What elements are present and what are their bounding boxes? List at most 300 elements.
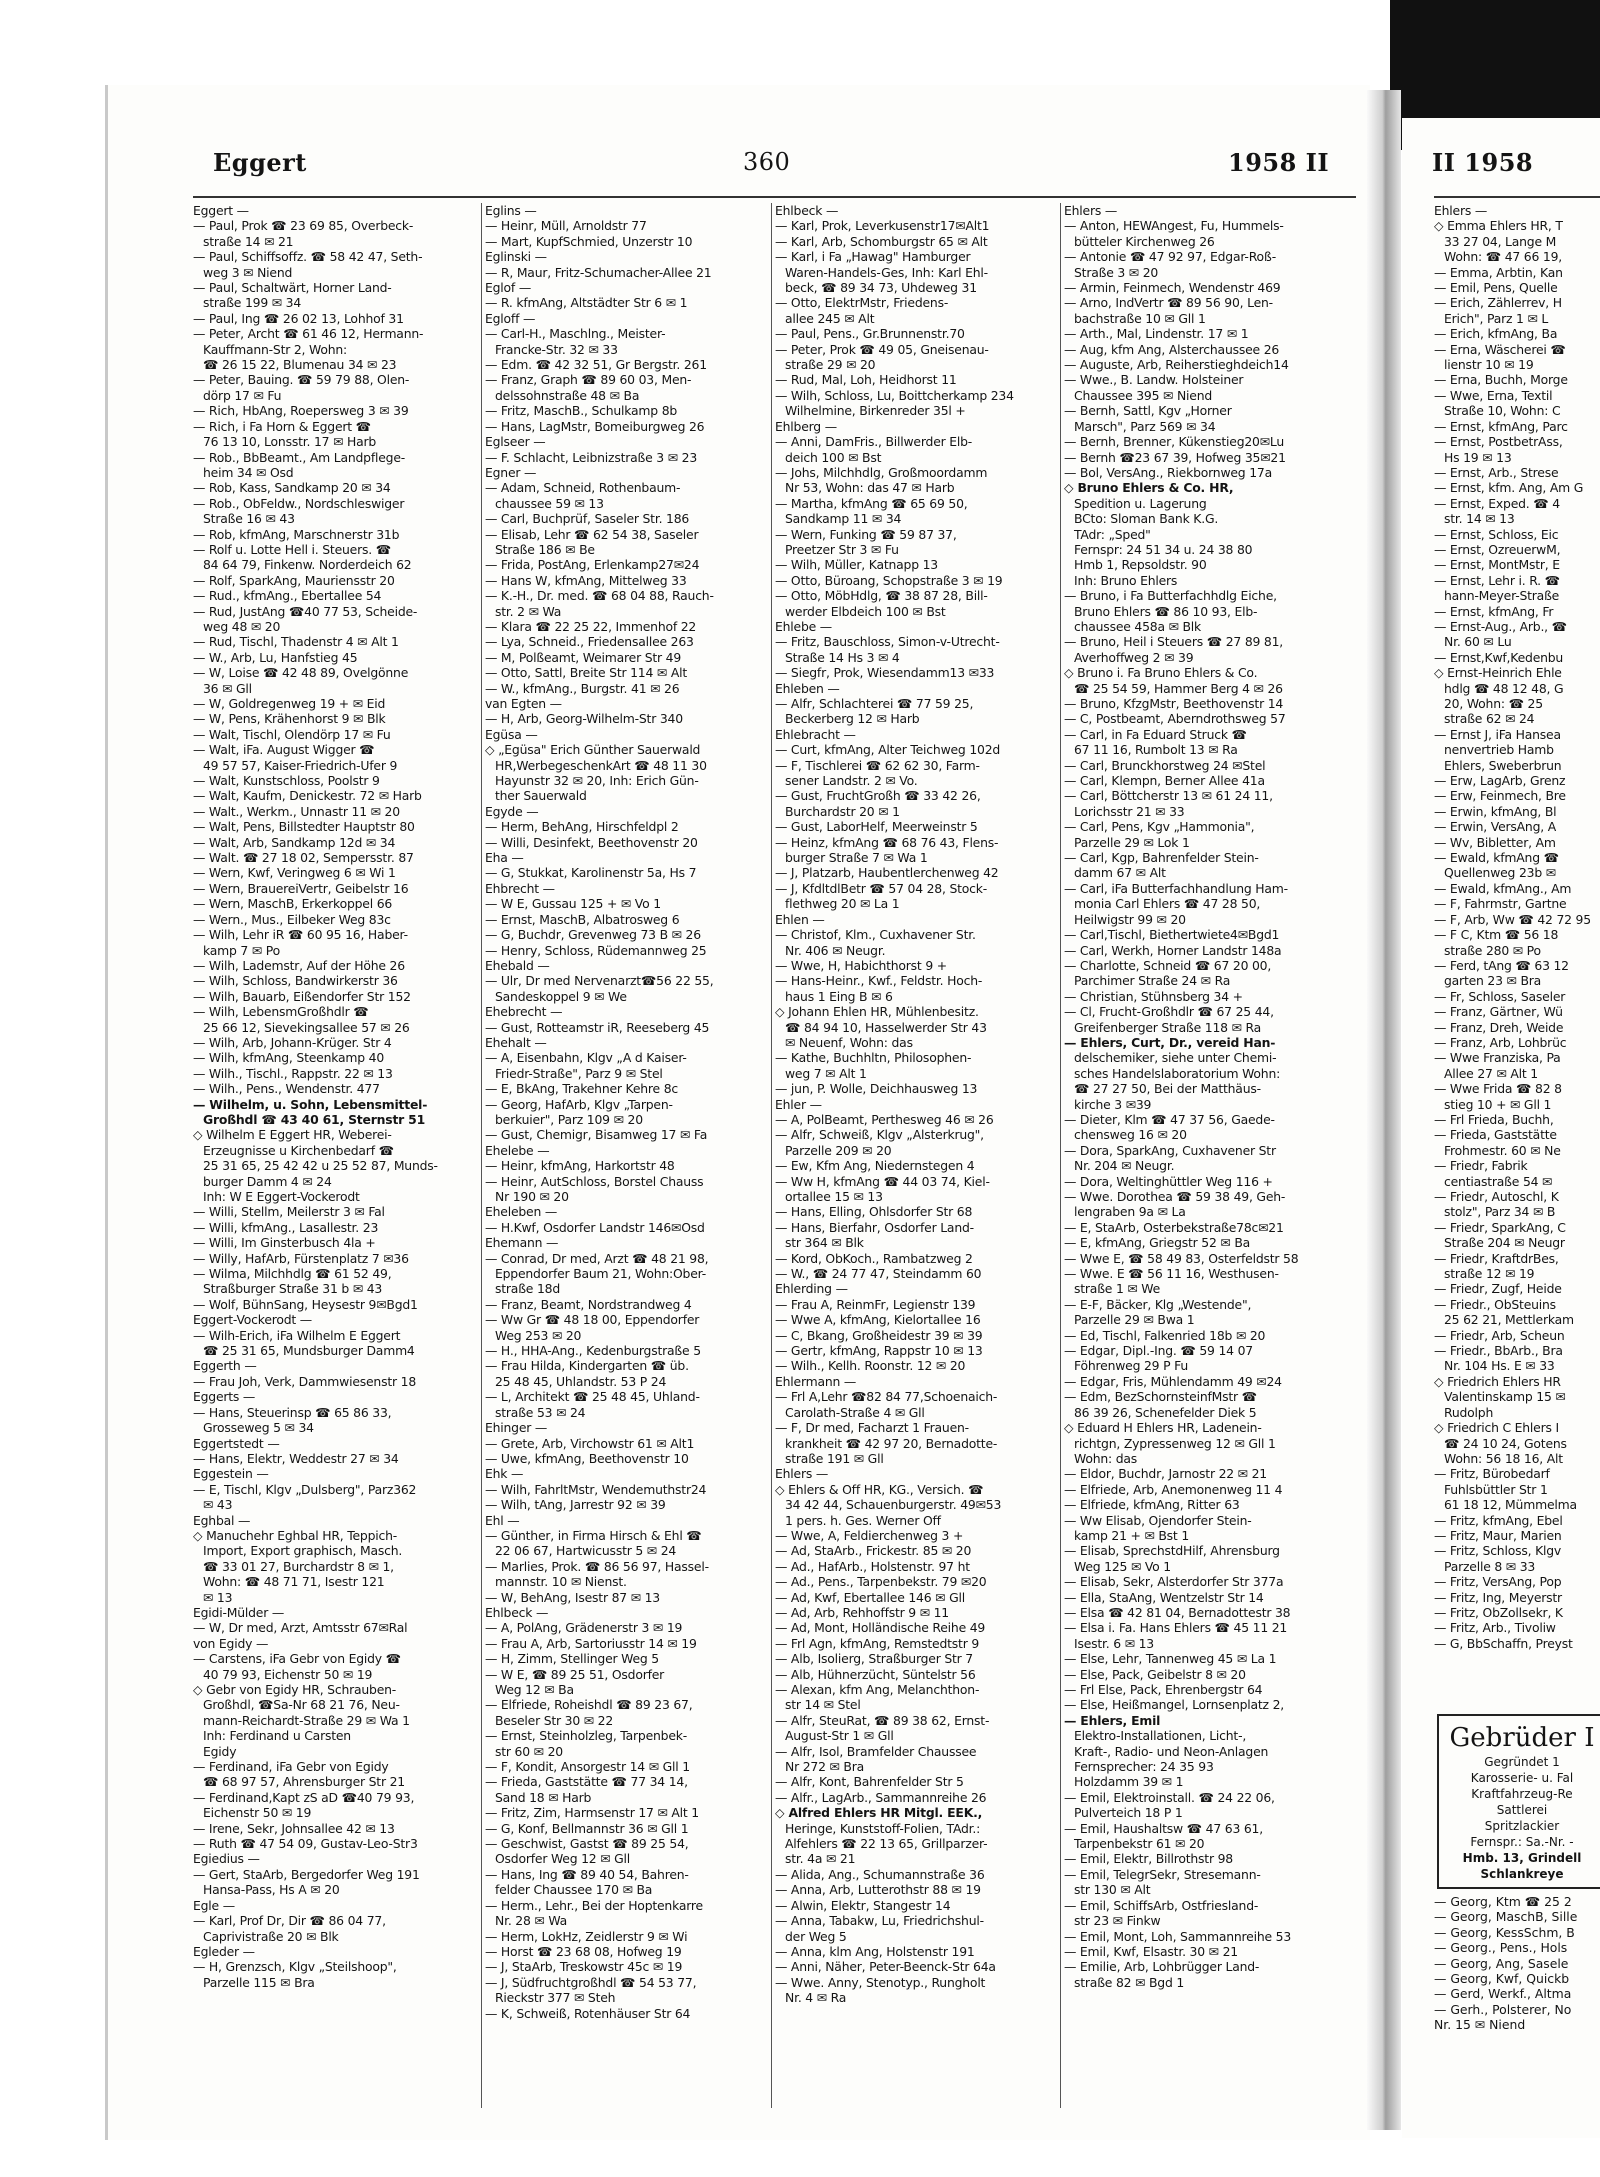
directory-entry: richtgn, Zypressenweg 12 ✉ Gll 1 xyxy=(1074,1435,1276,1451)
directory-entry: damm 67 ✉ Alt xyxy=(1074,865,1166,881)
directory-entry: — Wilh, Arb, Johann-Krüger. Str 4 xyxy=(193,1034,392,1050)
directory-entry: — Ewald, kfmAng ☎ xyxy=(1434,850,1559,866)
directory-entry: — Wwe., B. Landw. Holsteiner xyxy=(1064,372,1244,388)
directory-entry: — Frl Else, Pack, Ehrenbergstr 64 xyxy=(1064,1682,1263,1697)
directory-entry: TAdr: „Sped" xyxy=(1074,526,1151,542)
directory-entry: deich 100 ✉ Bst xyxy=(785,449,882,465)
directory-entry: — R, Maur, Fritz-Schumacher-Allee 21 xyxy=(485,264,712,280)
directory-entry: Inh: Bruno Ehlers xyxy=(1074,572,1178,588)
directory-entry: kamp 7 ✉ Po xyxy=(203,942,280,958)
directory-entry: — Alb, Hühnerzücht, Süntelstr 56 xyxy=(775,1666,976,1682)
directory-entry: Eglof — xyxy=(485,280,532,296)
directory-entry: — Anna, Arb, Lutterothstr 88 ✉ 19 xyxy=(775,1882,981,1898)
directory-entry: Ehinger — xyxy=(485,1420,548,1436)
directory-entry: hann-Meyer-Straße xyxy=(1444,588,1560,604)
advertisement-box xyxy=(1437,1714,1600,1889)
directory-entry: — Carl, Klempn, Berner Allee 41a xyxy=(1064,773,1265,789)
directory-entry: Inh: Ferdinand u Carsten xyxy=(203,1728,351,1744)
directory-entry: ☎ 84 94 10, Hasselwerder Str 43 xyxy=(785,1019,987,1035)
directory-entry: Egner — xyxy=(485,464,537,480)
directory-entry: — Walt. ☎ 27 18 02, Sempersstr. 87 xyxy=(193,850,414,866)
directory-entry: — A, PolBeamt, Perthesweg 46 ✉ 26 xyxy=(775,1111,994,1127)
directory-entry: Kauffmann-Str 2, Wohn: xyxy=(203,341,348,357)
directory-entry: nenvertrieb Hamb xyxy=(1444,742,1554,758)
directory-entry: — Klara ☎ 22 25 22, Immenhof 22 xyxy=(485,618,697,634)
directory-entry: — Otto, Büroang, Schopstraße 3 ✉ 19 xyxy=(775,572,1003,588)
directory-entry: ◇ Wilhelm E Eggert HR, Weberei- xyxy=(193,1127,392,1143)
directory-entry: centiastraße 54 ✉ xyxy=(1444,1173,1553,1189)
directory-entry: — Alwin, Elektr, Stangestr 14 xyxy=(775,1897,951,1913)
directory-entry: — Frau Hilda, Kindergarten ☎ üb. xyxy=(485,1358,689,1374)
directory-entry: — F, Dr med, Facharzt 1 Frauen- xyxy=(775,1420,969,1436)
directory-entry: — Curt, kfmAng, Alter Teichweg 102d xyxy=(775,742,1001,758)
directory-entry: 36 ✉ Gll xyxy=(203,680,252,696)
directory-entry: — Fr, Schloss, Saseler xyxy=(1434,988,1566,1004)
directory-entry: straße 280 ✉ Po xyxy=(1444,942,1541,958)
directory-entry: Nr. 15 ✉ Niend xyxy=(1434,2017,1526,2033)
directory-entry: Tarpenbekstr 61 ✉ 20 xyxy=(1074,1836,1205,1852)
directory-entry: — Ferd, tAng ☎ 63 12 xyxy=(1434,957,1569,973)
directory-column-4 xyxy=(1064,203,1354,2108)
directory-entry: Eppendorfer Baum 21, Wohn:Ober- xyxy=(495,1266,706,1282)
directory-entry: Wohn: ☎ 48 71 71, Isestr 121 xyxy=(203,1574,385,1590)
directory-entry: Egleder — xyxy=(193,1943,255,1959)
directory-entry: heim 34 ✉ Osd xyxy=(203,464,294,480)
directory-entry: — Bruno, KfzgMstr, Beethovenstr 14 xyxy=(1064,696,1284,711)
directory-entry: — Fritz, Maur, Marien xyxy=(1434,1527,1562,1543)
directory-entry: Ehler — xyxy=(775,1096,822,1112)
column-divider xyxy=(1060,203,1061,2108)
directory-entry: — Wern, MaschB, Erkerkoppel 66 xyxy=(193,896,393,912)
directory-entry: ☎ 27 27 50, Bei der Matthäus- xyxy=(1074,1081,1261,1097)
directory-entry: — Paul, Prok ☎ 23 69 85, Overbeck- xyxy=(193,218,414,234)
directory-entry: Egidi-Mülder — xyxy=(193,1604,285,1620)
directory-entry: — Anna, Tabakw, Lu, Friedrichshul- xyxy=(775,1913,984,1929)
directory-entry: — Friedr, Fabrik xyxy=(1434,1158,1528,1174)
directory-entry: — Fritz, ObZollsekr, K xyxy=(1434,1604,1563,1620)
directory-entry: Nr 190 ✉ 20 xyxy=(495,1189,569,1204)
directory-entry: str. 2 ✉ Wa xyxy=(495,603,562,619)
running-head-year: 1958 II xyxy=(1228,148,1330,177)
directory-entry: Ehlers — xyxy=(1434,203,1488,218)
directory-entry: Ehk — xyxy=(485,1466,524,1482)
directory-entry: — Rob, kfmAng, Marschnerstr 31b xyxy=(193,526,400,542)
directory-entry: Weg 125 ✉ Vo 1 xyxy=(1074,1558,1171,1574)
directory-entry: Straßburger Straße 31 b ✉ 43 xyxy=(203,1281,383,1297)
directory-entry: lienstr 10 ✉ 19 xyxy=(1444,357,1534,373)
directory-entry: — Emil, SchiffsArb, Ostfriesland- xyxy=(1064,1897,1259,1913)
directory-entry: sches Handelslaboratorium Wohn: xyxy=(1074,1065,1281,1081)
directory-entry: — Johs, Milchhdlg, Großmoordamm xyxy=(775,464,988,480)
directory-entry: Parzelle 115 ✉ Bra xyxy=(203,1974,315,1990)
directory-entry: Eglinski — xyxy=(485,249,547,265)
directory-entry: Greifenberger Straße 118 ✉ Ra xyxy=(1074,1019,1262,1035)
directory-entry: — Wern, Funking ☎ 59 87 37, xyxy=(775,526,957,542)
directory-entry: — Carl, Brunckhorstweg 24 ✉Stel xyxy=(1064,757,1266,773)
directory-entry: — Rud, Tischl, Thadenstr 4 ✉ Alt 1 xyxy=(193,634,399,650)
directory-entry: — Ernst-Aug., Arb., ☎ xyxy=(1434,618,1567,634)
directory-entry: — Erna, Wäscherei ☎ xyxy=(1434,341,1566,357)
directory-entry: — Wwe, Erna, Textil xyxy=(1434,387,1553,403)
directory-entry: — Rud, JustAng ☎40 77 53, Scheide- xyxy=(193,603,418,619)
directory-entry: — Elsa ☎ 42 81 04, Bernadottestr 38 xyxy=(1064,1604,1291,1620)
directory-entry: — Ella, StaAng, Wentzelstr Str 14 xyxy=(1064,1589,1264,1605)
directory-entry: — Edgar, Fris, Mühlendamm 49 ✉24 xyxy=(1064,1373,1282,1389)
directory-entry: Parzelle 209 ✉ 20 xyxy=(785,1142,892,1158)
directory-entry: — Gert, StaArb, Bergedorfer Weg 191 xyxy=(193,1866,420,1882)
directory-entry: — Carl-H., Maschlng., Meister- xyxy=(485,326,666,342)
directory-entry: — Erwin, VersAng, A xyxy=(1434,819,1556,835)
directory-entry: — Hans-Heinr., Kwf., Feldstr. Hoch- xyxy=(775,973,983,989)
directory-entry: ☎ 33 01 27, Burchardstr 8 ✉ 1, xyxy=(203,1558,394,1574)
directory-entry: — Carl, Kgp, Bahrenfelder Stein- xyxy=(1064,850,1259,866)
directory-entry: — Christian, Stühnsberg 34 + xyxy=(1064,988,1243,1004)
directory-entry: — Franz, Dreh, Weide xyxy=(1434,1019,1564,1035)
directory-entry: — Rob., BbBeamt., Am Landpflege- xyxy=(193,449,406,465)
directory-column-1 xyxy=(193,203,476,2108)
directory-entry: — Edm. ☎ 42 32 51, Gr Bergstr. 261 xyxy=(485,357,707,373)
directory-entry: ◇ Manuchehr Eghbal HR, Teppich- xyxy=(193,1527,398,1543)
directory-entry: — Rolf u. Lotte Hell i. Steuers. ☎ xyxy=(193,541,391,557)
directory-entry: — W., Arb, Lu, Hanfstieg 45 xyxy=(193,649,358,665)
directory-entry: — W, Pens, Krähenhorst 9 ✉ Blk xyxy=(193,711,386,727)
directory-entry: 25 48 45, Uhlandstr. 53 P 24 xyxy=(495,1373,667,1389)
directory-entry: straße 12 ✉ 19 xyxy=(1444,1266,1535,1282)
directory-entry: — Kathe, Buchhltn, Philosophen- xyxy=(775,1050,972,1066)
directory-entry: — Alfr, Isol, Bramfelder Chaussee xyxy=(775,1743,977,1759)
directory-entry: — Ww Elisab, Ojendorfer Stein- xyxy=(1064,1512,1252,1528)
directory-entry: Ehlers — xyxy=(1064,203,1118,218)
directory-entry: — Ferdinand,Kapt zS aD ☎40 79 93, xyxy=(193,1789,415,1805)
directory-column-right-page xyxy=(1434,203,1600,1708)
directory-entry: — Frieda, Gaststätte xyxy=(1434,1127,1557,1143)
directory-entry: — Carl, Böttcherstr 13 ✉ 61 24 11, xyxy=(1064,788,1273,804)
directory-entry: — Wwe. E ☎ 56 11 16, Westhusen- xyxy=(1064,1266,1279,1282)
directory-entry: — Bruno, i Fa Butterfachhdlg Eiche, xyxy=(1064,588,1277,604)
directory-entry: str. 14 ✉ 13 xyxy=(1444,511,1515,527)
directory-entry: — Alfr, SteuRat, ☎ 89 38 62, Ernst- xyxy=(775,1712,990,1728)
directory-entry: — Karl, Prof Dr, Dir ☎ 86 04 77, xyxy=(193,1913,386,1929)
directory-entry: — Else, Lehr, Tannenweg 45 ✉ La 1 xyxy=(1064,1651,1277,1667)
directory-entry: Lorichsstr 21 ✉ 33 xyxy=(1074,803,1185,819)
directory-entry: Elektro-Installationen, Licht-, xyxy=(1074,1728,1247,1744)
directory-entry: — Adam, Schneid, Rothenbaum- xyxy=(485,480,681,496)
directory-entry: Ehehalt — xyxy=(485,1034,547,1050)
directory-entry: delschemiker, siehe unter Chemi- xyxy=(1074,1050,1277,1066)
directory-entry: ◇ Johann Ehlen HR, Mühlenbesitz. xyxy=(775,1004,979,1020)
directory-entry: — Ernst, Arb., Strese xyxy=(1434,464,1559,480)
directory-entry: — Wilh, Schloss, Lu, Boittcherkamp 234 xyxy=(775,387,1014,403)
directory-entry: — Kord, ObKoch., Rambatzweg 2 xyxy=(775,1250,973,1266)
directory-entry: — Hans, Elektr, Weddestr 27 ✉ 34 xyxy=(193,1450,399,1466)
directory-entry: — Elfriede, kfmAng, Ritter 63 xyxy=(1064,1497,1240,1513)
directory-entry: Eichenstr 50 ✉ 19 xyxy=(203,1805,312,1821)
directory-entry: Nr. 60 ✉ Lu xyxy=(1444,634,1512,650)
directory-entry: — G, Buchdr, Grevenweg 73 B ✉ 26 xyxy=(485,927,701,943)
directory-entry: — Arth., Mal, Lindenstr. 17 ✉ 1 xyxy=(1064,326,1249,342)
directory-entry: — Ww H, kfmAng ☎ 44 03 74, Kiel- xyxy=(775,1173,990,1189)
directory-entry: — F, Arb, Ww ☎ 42 72 95 xyxy=(1434,911,1591,927)
directory-entry: — G, Stukkat, Karolinenstr 5a, Hs 7 xyxy=(485,865,697,881)
directory-entry: 34 42 44, Schauenburgerstr. 49✉53 xyxy=(785,1497,1002,1513)
directory-entry: Frohmestr. 60 ✉ Ne xyxy=(1444,1142,1561,1158)
directory-entry: — W., kfmAng., Burgstr. 41 ✉ 26 xyxy=(485,680,680,696)
directory-entry: — Paul, Schiffsoffz. ☎ 58 42 47, Seth- xyxy=(193,249,423,265)
directory-entry: Ehebrecht — xyxy=(485,1004,563,1020)
directory-entry: — M, Polßeamt, Weimarer Str 49 xyxy=(485,649,682,665)
directory-entry: — Paul, Ing ☎ 26 02 13, Lohhof 31 xyxy=(193,310,404,326)
directory-entry: straße 199 ✉ 34 xyxy=(203,295,302,311)
directory-entry: Straße 3 ✉ 20 xyxy=(1074,264,1159,280)
directory-entry: straße 18d xyxy=(495,1281,560,1297)
directory-entry: ◇ „Egüsa" Erich Günther Sauerwald xyxy=(485,742,701,758)
directory-entry: — Wv, Bibletter, Am xyxy=(1434,834,1556,850)
directory-entry: — Charlotte, Schneid ☎ 67 20 00, xyxy=(1064,957,1272,973)
directory-entry: — C, Postbeamt, Aberndrothsweg 57 xyxy=(1064,711,1286,727)
directory-entry: — Karl, Prok, Leverkusenstr17✉Alt1 xyxy=(775,218,990,234)
directory-entry: — Franz, Beamt, Nordstrandweg 4 xyxy=(485,1296,692,1312)
directory-entry: — Aug, kfm Ang, Alsterchaussee 26 xyxy=(1064,341,1280,357)
running-head-name: Eggert xyxy=(213,148,307,177)
directory-entry: 25 66 12, Sievekingsallee 57 ✉ 26 xyxy=(203,1019,410,1035)
directory-entry: — Ernst, MaschB, Albatrosweg 6 xyxy=(485,911,680,927)
directory-entry: — F C, Ktm ☎ 56 18 xyxy=(1434,927,1559,943)
directory-entry: — Ruth ☎ 47 54 09, Gustav-Leo-Str3 xyxy=(193,1836,418,1852)
directory-entry: Averhoffweg 2 ✉ 39 xyxy=(1074,649,1194,665)
directory-entry: Nr. 406 ✉ Neugr. xyxy=(785,942,886,958)
directory-entry: — Wilh, Lademstr, Auf der Höhe 26 xyxy=(193,957,405,973)
directory-entry: — Rob, Kass, Sandkamp 20 ✉ 34 xyxy=(193,480,391,496)
directory-entry: — Carl, in Fa Eduard Struck ☎ xyxy=(1064,726,1247,742)
directory-entry: — Wwe. Anny, Stenotyp., Rungholt xyxy=(775,1974,986,1990)
directory-entry: — Edgar, Dipl.-Ing. ☎ 59 14 07 xyxy=(1064,1343,1253,1359)
directory-entry: Carolath-Straße 4 ✉ Gll xyxy=(785,1404,925,1420)
directory-entry: — Conrad, Dr med, Arzt ☎ 48 21 98, xyxy=(485,1250,709,1266)
directory-entry: — Ad, StaArb., Frickestr. 85 ✉ 20 xyxy=(775,1543,972,1559)
directory-entry: ◇ Gebr von Egidy HR, Schrauben- xyxy=(193,1682,397,1697)
directory-entry: Allee 27 ✉ Alt 1 xyxy=(1444,1065,1538,1081)
directory-entry: — Elisab, Lehr ☎ 62 54 38, Saseler xyxy=(485,526,699,542)
directory-entry: — Frl Agn, kfmAng, Remstedtstr 9 xyxy=(775,1635,980,1651)
directory-entry: chaussee 458a ✉ Blk xyxy=(1074,618,1202,634)
directory-entry: sener Landstr. 2 ✉ Vo. xyxy=(785,773,918,789)
directory-entry: Ehlerding — xyxy=(775,1281,848,1297)
directory-entry: — Friedr, SparkAng, C xyxy=(1434,1219,1566,1235)
directory-entry: — Ad, Kwf, Ebertallee 146 ✉ Gll xyxy=(775,1589,965,1605)
directory-entry: — Emilie, Arb, Lohbrügger Land- xyxy=(1064,1959,1260,1975)
directory-entry: Valentinskamp 15 ✉ xyxy=(1444,1389,1566,1405)
directory-entry: — Wilh, Müller, Katnapp 13 xyxy=(775,557,938,573)
directory-entry: der Weg 5 xyxy=(785,1928,847,1944)
directory-entry: — Fritz, Schloss, Klgv xyxy=(1434,1543,1562,1559)
directory-entry: 33 27 04, Lange M xyxy=(1444,233,1557,249)
directory-entry: Straße 14 Hs 3 ✉ 4 xyxy=(785,649,900,665)
directory-entry: — E, StaArb, Osterbekstraße78c✉21 xyxy=(1064,1219,1284,1235)
directory-entry: — Bernh ☎23 67 39, Hofweg 35✉21 xyxy=(1064,449,1286,465)
directory-entry: — W, BehAng, Isestr 87 ✉ 13 xyxy=(485,1589,660,1605)
directory-entry: — Ad, Mont, Holländische Reihe 49 xyxy=(775,1620,986,1636)
directory-entry: allee 245 ✉ Alt xyxy=(785,310,875,326)
directory-entry: — Rob., ObFeldw., Nordschleswiger xyxy=(193,495,405,511)
directory-entry: Eheleben — xyxy=(485,1204,558,1220)
directory-entry: — Walt, Arb, Sandkamp 12d ✉ 34 xyxy=(193,834,396,850)
directory-entry: Spedition u. Lagerung xyxy=(1074,495,1207,511)
directory-entry: — J, Platzarb, Haubentlerchenweg 42 xyxy=(775,865,999,881)
directory-entry: str 130 ✉ Alt xyxy=(1074,1882,1151,1898)
directory-entry: Ehebald — xyxy=(485,957,550,973)
directory-entry: — Bernh, Brenner, Kükenstieg20✉Lu xyxy=(1064,434,1285,450)
directory-entry: ◇ Bruno i. Fa Bruno Ehlers & Co. xyxy=(1064,665,1258,681)
directory-entry: — Georg, Ktm ☎ 25 2 xyxy=(1434,1894,1572,1909)
directory-entry: Erich", Parz 1 ✉ L xyxy=(1444,310,1549,326)
directory-entry: August-Str 1 ✉ Gll xyxy=(785,1728,894,1744)
directory-entry: — Wilh, Schloss, Bandwirkerstr 36 xyxy=(193,973,398,989)
directory-entry: 67 11 16, Rumbolt 13 ✉ Ra xyxy=(1074,742,1238,758)
directory-entry: — Anna, klm Ang, Holstenstr 191 xyxy=(775,1943,975,1959)
directory-entry: Nr. 4 ✉ Ra xyxy=(785,1990,847,2006)
directory-entry: straße 191 ✉ Gll xyxy=(785,1450,884,1466)
directory-entry: — Alfr, Schweiß, Klgv „Alsterkrug", xyxy=(775,1127,984,1143)
directory-entry: weg 48 ✉ 20 xyxy=(203,618,281,634)
directory-entry: Weg 253 ✉ 20 xyxy=(495,1327,582,1343)
directory-entry: — Rich, i Fa Horn & Eggert ☎ xyxy=(193,418,371,434)
directory-entry: Bruno Ehlers ☎ 86 10 93, Elb- xyxy=(1074,603,1258,619)
directory-entry: — Heinz, kfmAng ☎ 68 76 43, Flens- xyxy=(775,834,999,850)
directory-entry: — Mart, KupfSchmied, Unzerstr 10 xyxy=(485,233,693,249)
directory-entry: ☎ 26 15 22, Blumenau 34 ✉ 23 xyxy=(203,357,397,373)
directory-entry: straße 53 ✉ 24 xyxy=(495,1404,586,1420)
directory-entry: 25 31 65, 25 42 42 u 25 52 87, Munds- xyxy=(203,1158,438,1174)
directory-entry: — Horst ☎ 23 68 08, Hofweg 19 xyxy=(485,1943,682,1959)
directory-entry: straße 82 ✉ Bgd 1 xyxy=(1074,1974,1185,1990)
directory-entry: — W E, ☎ 89 25 51, Osdorfer xyxy=(485,1666,665,1682)
directory-entry: Hs 19 ✉ 13 xyxy=(1444,449,1512,465)
directory-entry: — Wilh., Pens., Wendenstr. 477 xyxy=(193,1081,380,1097)
directory-entry: — Emil, Haushaltsw ☎ 47 63 61, xyxy=(1064,1820,1263,1836)
directory-entry: Fernsprecher: 24 35 93 xyxy=(1074,1759,1214,1775)
directory-entry: — Alexan, kfm Ang, Melanchthon- xyxy=(775,1682,980,1697)
directory-entry: — Elsa i. Fa. Hans Ehlers ☎ 45 11 21 xyxy=(1064,1620,1288,1636)
directory-entry: — F, Fahrmstr, Gartne xyxy=(1434,896,1567,912)
directory-entry: Sandkamp 11 ✉ 34 xyxy=(785,511,902,527)
directory-entry: Francke-Str. 32 ✉ 33 xyxy=(495,341,618,357)
directory-entry: — Fritz, MaschB., Schulkamp 8b xyxy=(485,403,678,419)
ad-line: Spritzlackier xyxy=(1484,1819,1560,1833)
directory-entry: — H, Grenzsch, Klgv „Steilshoop", xyxy=(193,1959,397,1975)
directory-entry: haus 1 Eing B ✉ 6 xyxy=(785,988,893,1004)
directory-entry: — Elisab, SprechstdHilf, Ahrensburg xyxy=(1064,1543,1280,1559)
directory-entry: — Carstens, iFa Gebr von Egidy ☎ xyxy=(193,1651,401,1667)
directory-entry: mannstr. 10 ✉ Nienst. xyxy=(495,1574,627,1590)
directory-entry: — Dora, SparkAng, Cuxhavener Str xyxy=(1064,1142,1276,1158)
directory-entry: straße 62 ✉ 24 xyxy=(1444,711,1535,727)
directory-entry: Hansa-Pass, Hs A ✉ 20 xyxy=(203,1882,340,1898)
directory-entry: — Wilh, Lehr iR ☎ 60 95 16, Haber- xyxy=(193,927,408,943)
directory-entry: — Walt., Werkm., Unnastr 11 ✉ 20 xyxy=(193,803,400,819)
directory-entry: — Georg., Pens., Hols xyxy=(1434,1940,1568,1956)
directory-entry: — E, Tischl, Klgv „Dulsberg", Parz362 xyxy=(193,1481,417,1497)
directory-entry: — Edm, BezSchornsteinfMstr ☎ xyxy=(1064,1389,1257,1405)
directory-entry: Egidy xyxy=(203,1743,237,1759)
directory-entry: — Ed, Tischl, Falkenried 18b ✉ 20 xyxy=(1064,1327,1266,1343)
directory-entry: — Frau A, Arb, Sartoriusstr 14 ✉ 19 xyxy=(485,1635,697,1651)
directory-entry: — Armin, Feinmech, Wendenstr 469 xyxy=(1064,280,1281,296)
directory-entry: mann-Reichardt-Straße 29 ✉ Wa 1 xyxy=(203,1712,410,1728)
directory-entry: Burchardstr 20 ✉ 1 xyxy=(785,803,900,819)
directory-entry: — Gerh., Polsterer, No xyxy=(1434,2001,1572,2017)
directory-entry: Grosseweg 5 ✉ 34 xyxy=(203,1420,314,1436)
directory-entry: — F, Kondit, Ansorgestr 14 ✉ Gll 1 xyxy=(485,1759,690,1775)
directory-entry: krankheit ☎ 42 97 20, Bernadotte- xyxy=(785,1435,998,1451)
directory-entry: Ehlbeck — xyxy=(775,203,839,218)
directory-entry: — Ernst, PostbetrAss, xyxy=(1434,434,1563,450)
directory-entry: Eha — xyxy=(485,850,524,866)
directory-entry: — E, kfmAng, Griegstr 52 ✉ Ba xyxy=(1064,1235,1251,1251)
directory-entry: kamp 21 + ✉ Bst 1 xyxy=(1074,1527,1190,1543)
directory-entry: — Ferdinand, iFa Gebr von Egidy xyxy=(193,1759,389,1775)
header-rule xyxy=(193,196,1356,198)
directory-entry: — L, Architekt ☎ 25 48 45, Uhland- xyxy=(485,1389,700,1405)
directory-entry: — Bruno, Heil i Steuers ☎ 27 89 81, xyxy=(1064,634,1284,650)
directory-entry: — W., ☎ 24 77 47, Steindamm 60 xyxy=(775,1266,982,1282)
directory-entry: — Ehlers, Curt, Dr., vereid Han- xyxy=(1064,1034,1276,1050)
directory-entry: — Anni, Näher, Peter-Beenck-Str 64a xyxy=(775,1959,996,1975)
directory-entry: — Uwe, kfmAng, Beethovenstr 10 xyxy=(485,1450,689,1466)
directory-entry: bütteler Kirchenweg 26 xyxy=(1074,233,1215,249)
directory-entry: ✉ Neuenf, Wohn: das xyxy=(785,1034,913,1050)
directory-entry: ☎ 25 31 65, Mundsburger Damm4 xyxy=(203,1343,415,1359)
ad-line: Kraftfahrzeug-Re xyxy=(1471,1787,1573,1801)
directory-entry: — Wwe Frida ☎ 82 8 xyxy=(1434,1081,1562,1097)
directory-entry: — Ww Gr ☎ 48 18 00, Eppendorfer xyxy=(485,1312,700,1328)
directory-column-right-lower xyxy=(1434,1894,1600,2033)
directory-entry: Ehlberg — xyxy=(775,418,837,434)
ad-title: Gebrüder I xyxy=(1449,1723,1595,1753)
directory-entry: Fuhlsbüttler Str 1 xyxy=(1444,1481,1548,1497)
directory-entry: — Gertr, kfmAng, Rappstr 10 ✉ 13 xyxy=(775,1343,983,1359)
directory-entry: stieg 10 + ✉ Gll 1 xyxy=(1444,1096,1552,1112)
directory-entry: — Auguste, Arb, Reiherstieghdeich14 xyxy=(1064,357,1289,373)
directory-entry: — Friedr, Autoschl, K xyxy=(1434,1189,1559,1204)
directory-entry: str 364 ✉ Blk xyxy=(785,1235,864,1251)
directory-entry: — Anton, HEWAngest, Fu, Hummels- xyxy=(1064,218,1284,234)
directory-entry: — J, KfdltdlBetr ☎ 57 04 28, Stock- xyxy=(775,880,988,896)
directory-entry: ☎ 24 10 24, Gotens xyxy=(1444,1435,1567,1451)
directory-entry: 61 18 12, Mümmelma xyxy=(1444,1497,1577,1513)
directory-entry: — Wilh., Tischl., Rappstr. 22 ✉ 13 xyxy=(193,1065,393,1081)
directory-entry: — Hans, Steuerinsp ☎ 65 86 33, xyxy=(193,1404,392,1420)
directory-entry: str. 4a ✉ 21 xyxy=(785,1851,856,1867)
directory-entry: — Ad., HafArb., Holstenstr. 97 ht xyxy=(775,1558,970,1574)
directory-entry: — Lya, Schneid., Friedensallee 263 xyxy=(485,634,694,650)
directory-entry: Großhdl, ☎Sa-Nr 68 21 76, Neu- xyxy=(203,1697,400,1713)
directory-entry: werder Elbdeich 100 ✉ Bst xyxy=(785,603,946,619)
ad-address: Hmb. 13, Grindell xyxy=(1462,1851,1582,1865)
directory-entry: — Erw, LagArb, Grenz xyxy=(1434,773,1566,789)
directory-entry: — Ernst, Schloss, Eic xyxy=(1434,526,1559,542)
directory-entry: dörp 17 ✉ Fu xyxy=(203,387,282,403)
directory-entry: — R. kfmAng, Altstädter Str 6 ✉ 1 xyxy=(485,295,688,311)
directory-entry: — Carl, Buchprüf, Saseler Str. 186 xyxy=(485,511,690,527)
directory-entry: — Antonie ☎ 47 92 97, Edgar-Roß- xyxy=(1064,249,1277,265)
directory-entry: — Gerd, Werkf., Altma xyxy=(1434,1986,1572,2002)
directory-entry: — Georg, HafArb, Klgv „Tarpen- xyxy=(485,1096,673,1112)
directory-entry: — Henry, Schloss, Rüdemannweg 25 xyxy=(485,942,707,958)
directory-entry: Rudolph xyxy=(1444,1404,1494,1420)
directory-entry: — Karl, i Fa „Hawag" Hamburger xyxy=(775,249,971,265)
directory-entry: burger Damm 4 ✉ 24 xyxy=(203,1173,332,1189)
ad-address: Schlankreye xyxy=(1480,1867,1564,1881)
